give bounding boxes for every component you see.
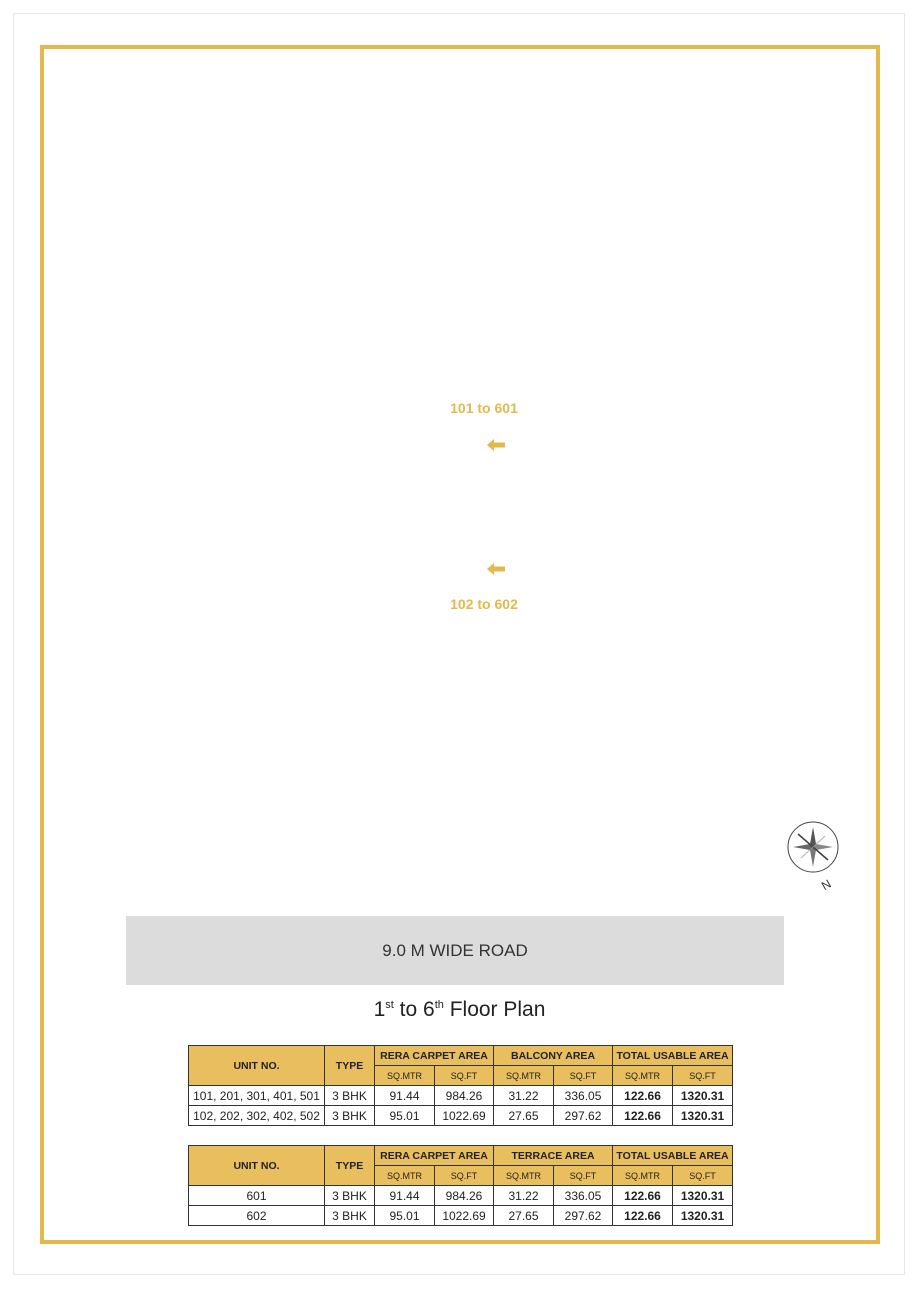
cell-value: 27.65 bbox=[494, 1106, 554, 1126]
cell-total: 1320.31 bbox=[673, 1106, 733, 1126]
cell-type: 3 BHK bbox=[325, 1106, 375, 1126]
cell-value: 91.44 bbox=[375, 1086, 435, 1106]
area-table-floor-6 bbox=[188, 1145, 733, 1226]
cell-total: 1320.31 bbox=[673, 1186, 733, 1206]
subheader: SQ.FT bbox=[673, 1166, 733, 1186]
cell-value: 31.22 bbox=[494, 1186, 554, 1206]
north-letter: N bbox=[819, 876, 834, 894]
header-total-usable: TOTAL USABLE AREA bbox=[613, 1146, 733, 1166]
subheader: SQ.MTR bbox=[613, 1166, 673, 1186]
subheader: SQ.FT bbox=[435, 1166, 494, 1186]
cell-value: 95.01 bbox=[375, 1206, 435, 1226]
cell-value: 984.26 bbox=[435, 1086, 494, 1106]
cell-value: 91.44 bbox=[375, 1186, 435, 1206]
cell-value: 1022.69 bbox=[435, 1106, 494, 1126]
cell-unit: 601 bbox=[189, 1186, 325, 1206]
table-row bbox=[189, 1106, 733, 1126]
header-type: TYPE bbox=[325, 1046, 375, 1086]
subheader: SQ.MTR bbox=[494, 1166, 554, 1186]
arrow-left-icon bbox=[487, 563, 507, 575]
road-band bbox=[126, 916, 784, 985]
subheader: SQ.MTR bbox=[375, 1066, 435, 1086]
header-terrace: TERRACE AREA bbox=[494, 1146, 613, 1166]
subheader: SQ.FT bbox=[554, 1066, 613, 1086]
cell-value: 297.62 bbox=[554, 1206, 613, 1226]
subheader: SQ.MTR bbox=[494, 1066, 554, 1086]
cell-value: 336.05 bbox=[554, 1186, 613, 1206]
header-total-usable: TOTAL USABLE AREA bbox=[613, 1046, 733, 1066]
subheader: SQ.FT bbox=[673, 1066, 733, 1086]
cell-total: 122.66 bbox=[613, 1186, 673, 1206]
table-row bbox=[189, 1186, 733, 1206]
subheader: SQ.FT bbox=[554, 1166, 613, 1186]
cell-value: 297.62 bbox=[554, 1106, 613, 1126]
unit-label-bottom: 102 to 602 bbox=[450, 596, 518, 612]
cell-total: 1320.31 bbox=[673, 1086, 733, 1106]
cell-value: 31.22 bbox=[494, 1086, 554, 1106]
subheader: SQ.MTR bbox=[613, 1066, 673, 1086]
cell-unit: 602 bbox=[189, 1206, 325, 1226]
header-unit-no: UNIT NO. bbox=[189, 1146, 325, 1186]
header-rera-carpet: RERA CARPET AREA bbox=[375, 1046, 494, 1066]
cell-total: 122.66 bbox=[613, 1086, 673, 1106]
cell-value: 27.65 bbox=[494, 1206, 554, 1226]
cell-value: 984.26 bbox=[435, 1186, 494, 1206]
cell-type: 3 BHK bbox=[325, 1186, 375, 1206]
road-label: 9.0 M WIDE ROAD bbox=[382, 940, 528, 960]
cell-value: 336.05 bbox=[554, 1086, 613, 1106]
table-row bbox=[189, 1086, 733, 1106]
area-table-floors-1-5 bbox=[188, 1045, 733, 1126]
cell-type: 3 BHK bbox=[325, 1086, 375, 1106]
subheader: SQ.FT bbox=[435, 1066, 494, 1086]
compass-icon bbox=[786, 820, 846, 896]
cell-type: 3 BHK bbox=[325, 1206, 375, 1226]
header-balcony: BALCONY AREA bbox=[494, 1046, 613, 1066]
cell-total: 122.66 bbox=[613, 1106, 673, 1126]
cell-value: 1022.69 bbox=[435, 1206, 494, 1226]
cell-unit: 101, 201, 301, 401, 501 bbox=[189, 1086, 325, 1106]
header-type: TYPE bbox=[325, 1146, 375, 1186]
table-row bbox=[189, 1206, 733, 1226]
cell-unit: 102, 202, 302, 402, 502 bbox=[189, 1106, 325, 1126]
unit-label-top: 101 to 601 bbox=[450, 400, 518, 416]
subheader: SQ.MTR bbox=[375, 1166, 435, 1186]
arrow-left-icon bbox=[487, 439, 507, 451]
cell-total: 122.66 bbox=[613, 1206, 673, 1226]
cell-value: 95.01 bbox=[375, 1106, 435, 1126]
header-rera-carpet: RERA CARPET AREA bbox=[375, 1146, 494, 1166]
cell-total: 1320.31 bbox=[673, 1206, 733, 1226]
header-unit-no: UNIT NO. bbox=[189, 1046, 325, 1086]
floor-plan-title: 1st to 6th Floor Plan bbox=[373, 998, 546, 1021]
